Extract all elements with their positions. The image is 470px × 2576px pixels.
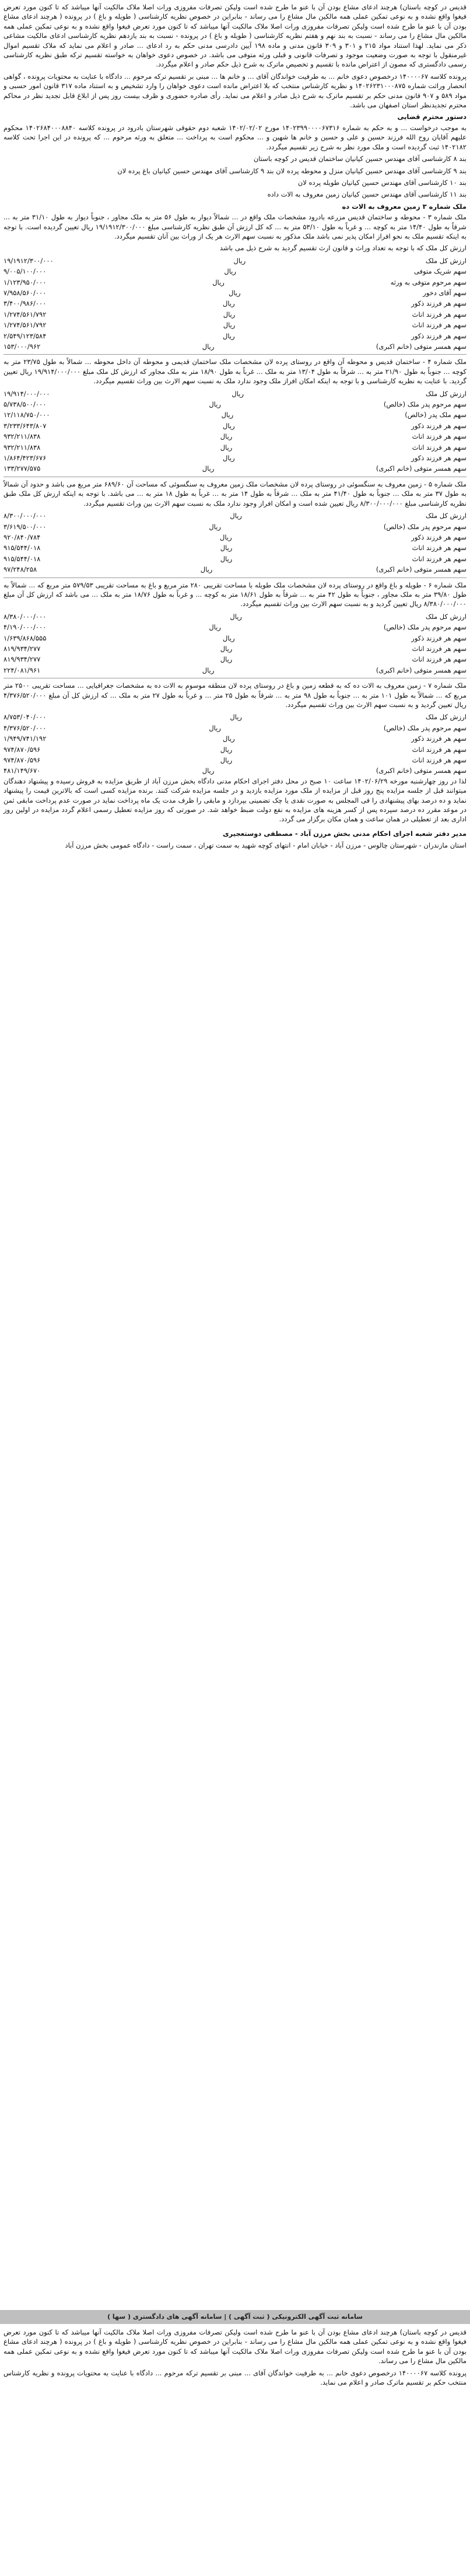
share-label: سهم هر فرزند اناث — [412, 321, 467, 330]
share-label: سهم هر فرزند اناث — [412, 432, 467, 441]
currency-unit: ریال — [220, 655, 233, 664]
share-row — [3, 399, 467, 410]
share-value: ۸/۳۸۰/۰۰۰/۰۰۰ — [3, 612, 47, 621]
share-label: سهم همسر متوفی (خانم اکبری) — [376, 565, 467, 574]
share-row — [3, 654, 467, 664]
share-row — [3, 744, 467, 755]
currency-unit: ریال — [223, 299, 235, 308]
property-description: ملک شماره ۳ - محوطه و ساختمان قدیس مزرعه بادرود مشخصات ملک واقع در ... شمالاً دیوار به طول ۵۶ متر به ملک مجاور ، جنوباً دیوار به طول ۳۱/۱۰ متر به ... شرقاً به طول ۱۴/۴۰ متر به کوچه ... و غرباً به طول ۵۳/۱۰ متر به ... که کل ارزش آن طبق نظریه کارشناسی مبلغ ۱۹/۱۹۱۲/۳۰۰/۰۰۰ ریال تعیین گردیده است. با توجه به اینکه تقسیم ملک به نحو افراز امکان پذیر نمی باشد ملک مذکور به نسبت سهم الارث هر یک از وراث بین آنان تقسیم میگردد. — [3, 213, 467, 240]
share-label: سهم مرحوم پدر ملک (خالص) — [383, 400, 467, 409]
share-row — [3, 453, 467, 463]
share-value: ۴۸۱/۱۴۹/۶۷۰ — [3, 766, 41, 775]
share-label: سهم هر فرزند اناث — [412, 644, 467, 653]
property-description: ملک شماره ۴ - ساختمان قدیس و محوطه آن واقع در روستای پرده لان مشخصات ملک ساختمان قدیمی و محوطه آن داخل محوطه ... شمالاً به طول ۲۳/۷۵ متر به کوچه ... جنوباً به طول ۲۱/۹۰ متر به ... شرقاً به طول ۱۳/۰۴ متر به ملک ... غرباً به طول ۱۸/۹۰ متر به ملک مجاور که ارزش کل ملک مبلغ ۱۹/۹۱۴/۰۰۰/۰۰۰ ریال تعیین گردید. با عنایت به نظریه کارشناسی و با توجه به اینکه امکان افراز ملک وجود ندارد ملک به نسبت سهم الارث بین وراث تقسیم میگردد. — [3, 358, 467, 386]
share-row — [3, 755, 467, 765]
share-table-2 — [3, 388, 467, 474]
share-label: سهم همسر متوفی (خانم اکبری) — [376, 766, 467, 775]
share-label: سهم هر فرزند اناث — [412, 310, 467, 318]
share-row — [3, 442, 467, 453]
currency-unit: ریال — [221, 411, 234, 419]
share-row — [3, 733, 467, 744]
property-description: ملک شماره ۶ - طویله و باغ واقع در روستای پرده لان مشخصات ملک طویله با مساحت تقریبی ۲۸۰ متر مربع و باغ به مساحت تقریبی ۵۷۹/۵۳ متر مربع که ... شمالاً به طول ۳۹/۸۰ متر به ملک مجاور ، جنوباً به طول ۴۲ متر به ... شرقاً به طول ۱۸/۶۱ متر به کوچه ... و غرباً به طول ۱۸/۷۶ متر به ملک ... می باشد که ارزش کل آن مبلغ ۸/۳۸۰/۰۰۰/۰۰۰ ریال تعیین گردید و به نسبت سهم الارث بین وراث تقسیم میگردد. — [3, 580, 467, 608]
share-row — [3, 309, 467, 320]
share-value: ۱۲/۱۱۸/۷۵۰/۰۰۰ — [3, 411, 50, 419]
address: استان مازندران - شهرستان چالوس - مرزن آباد - خیابان امام - انتهای کوچه شهید به سمت تهران ، سمت راست - دادگاه عمومی بخش مرزن آباد — [65, 841, 467, 850]
share-label: سهم هر فرزند ذکور — [411, 421, 467, 430]
share-value: ۸/۳۰۰/۰۰۰/۰۰۰ — [3, 512, 47, 520]
share-label: سهم مرحوم پدر ملک (خالص) — [383, 522, 467, 531]
currency-unit: ریال — [220, 432, 233, 441]
share-row — [3, 256, 467, 266]
share-value: ۷/۹۵۸/۵۶۰/۰۰۰ — [3, 288, 47, 297]
share-row — [3, 341, 467, 352]
share-value: ۱/۶۳۹/۸۶۸/۵۵۵ — [3, 634, 47, 642]
currency-unit: ریال — [223, 321, 236, 330]
currency-unit: ریال — [202, 766, 215, 775]
signature: مدیر دفتر شعبه اجرای احکام مدنی بخش مرزن آباد - مصطفی دوستعجیری — [223, 829, 467, 838]
currency-unit: ریال — [209, 623, 221, 632]
currency-unit: ریال — [209, 723, 221, 732]
list-item: ملک شماره ۳ زمین معروف به الات ده — [342, 202, 467, 211]
footer-repeat-column — [3, 2328, 467, 2389]
share-value: ۹۷۴/۸۷۰/۵۹۶ — [3, 756, 41, 765]
currency-unit: ریال — [220, 644, 233, 653]
share-value: ۸/۷۵۳/۰۴۰/۰۰۰ — [3, 713, 47, 722]
share-value: ۸۱۹/۹۳۴/۲۷۷ — [3, 655, 41, 664]
currency-unit: ریال — [233, 256, 246, 265]
share-label: سهم مرحوم پدر ملک (خالص) — [383, 723, 467, 732]
currency-unit: ریال — [230, 612, 242, 621]
currency-unit: ریال — [220, 533, 232, 541]
share-value: ۸۱۹/۹۳۴/۲۷۷ — [3, 644, 41, 653]
currency-unit: ریال — [224, 267, 236, 276]
list-item: بند ۸ کارشناسی آقای مهندس حسین کیانیان ساختمان قدیس در کوچه باستان — [253, 155, 467, 163]
currency-unit: ریال — [223, 310, 236, 318]
share-value: ۱/۲۷۴/۵۶۱/۷۹۲ — [3, 321, 47, 330]
share-table-1 — [3, 256, 467, 352]
share-value: ۲/۵۴۹/۱۲۳/۵۸۴ — [3, 331, 47, 340]
share-row — [3, 554, 467, 564]
share-row — [3, 277, 467, 288]
currency-unit: ریال — [202, 464, 215, 473]
ruling-paragraph-repeat: پرونده کلاسه ۱۴۰۰۰۰۶۷ درخصوص دعوی خانم ... به طرفیت خواندگان آقای ... مبنی بر تقسیم ترکه مرحوم ... دادگاه با عنایت به محتویات پرونده و نظریه کارشناس منتخب حکم بر تقسیم ماترک صادر و اعلام می نماید. — [3, 2368, 467, 2387]
share-value: ۹۳۲/۲۱۱/۸۳۸ — [3, 432, 41, 441]
share-value: ۳/۶۱۹/۵۰۰/۰۰۰ — [3, 522, 47, 531]
share-value: ۹۷/۲۴۸/۲۵۸ — [3, 565, 37, 574]
share-value: ۹۳۲/۲۱۱/۸۳۸ — [3, 443, 41, 452]
share-value: ۹۷۴/۸۷۰/۵۹۶ — [3, 745, 41, 754]
property-description: ملک شماره ۵ - زمین معروف به سنگسوئی در روستای پرده لان مشخصات ملک زمین معروف به سنگسوئی که مساحت آن ۶۸۹/۶۰ متر مربع می باشد و حدود آن شمالاً به طول ۳۷ متر به ملک ... جنوباً به طول ۴۱/۴۰ متر به ملک ... شرقاً به طول ۱۴ متر به ... غرباً به طول ۱۸ متر به ... می باشد. با توجه به اینکه ارزش کل ملک طبق نظریه کارشناسی مبلغ ۸/۳۰۰/۰۰۰/۰۰۰ ریال تعیین شده است و امکان افراز وجود ندارد ملک به نسبت سهم الارث بین وراث تقسیم میگردد. — [3, 480, 467, 508]
currency-unit: ریال — [212, 278, 225, 286]
share-label: سهم هر فرزند اناث — [412, 655, 467, 664]
currency-unit: ریال — [202, 342, 215, 351]
share-label: ارزش کل ملک — [425, 512, 467, 520]
share-label: ارزش کل ملک — [425, 256, 467, 265]
list-item: بند ۱۰ کارشناسی آقای مهندس حسین کیانیان طویله پرده لان — [297, 178, 467, 187]
share-label: سهم مرحوم پدر ملک (خالص) — [383, 623, 467, 632]
share-label: سهم ملک پدر (خالص) — [405, 411, 467, 419]
ruling-intro: قدیس در کوچه باستان) هرچند ادعای مشاع بودن آن با عنو ما طرح شده است ولیکن تصرفات مفروزی ورات اصلا ملاک مالکیت آنها میباشد که تا کنون مورد تعرض فیغوا واقع نشده و به نوعی تمکین عملی همه مالکین مال مشاع را می رساند - بنابراین در خصوص نظریه کارشناسی ( طویله و باغ ) در پرونده ( هرچند ادعای مشاع بودن آن با عنو ما طرح شده است ولیکن تصرفات مفروزی ورات اصلا ملاک مالکیت آنها میباشد که تا کنون مورد تعرض فیغوا واقع نشده و به نوعی تمکین عملی همه مالکین مال مشاع را می رساند - نسبت به بند نهم و هفتم نظریه کارشناسی ( طویله و باغ ) در پرونده - نسبت به بند یازدهم نظریه کارشناسی ادعای مالکیت مشاعی ذکر می نماید. لهذا استناد مواد ۲۱۵ و ۳۰۱ و ۳۰۹ قانون مدنی و ماده ۱۹۸ آیین دادرسی مدنی حکم به رد ادعای ... صادر و اعلام می نماید که ملاک تقسیم اموال غیرمنقول با توجه به صورت وضعیت موجود و تصرفات قانونی و قبلی ورثه متوفی می باشد. در خصوص دعوی خواهان به خواسته تقسیم ترکه طبق نظریه کارشناسی رسمی دادگستری که مصون از اعتراض مانده با تقسیم و تخصیص ماترک به شرح ذیل حکم صادر و اعلام میگردد. — [3, 3, 467, 69]
ruling-column — [3, 2, 467, 853]
share-value: ۵/۷۳۸/۵۰۰/۰۰۰ — [3, 400, 47, 409]
share-label: سهم هر فرزند اناث — [412, 544, 467, 552]
currency-unit: ریال — [200, 565, 213, 574]
currency-unit: ریال — [220, 443, 233, 452]
share-row — [3, 665, 467, 676]
share-value: ۴/۳۷۶/۵۲۰/۰۰۰ — [3, 723, 47, 732]
share-table-3 — [3, 510, 467, 575]
currency-unit: ریال — [223, 454, 235, 463]
currency-unit: ریال — [223, 331, 235, 340]
share-row — [3, 331, 467, 341]
auction-notice: لذا در روز چهارشنبه مورخه ۱۴۰۲/۰۶/۲۹ ساعت ۱۰ صبح در محل دفتر اجرای احکام مدنی دادگاه بخش مرزن آباد از طریق مزایده به فروش رسیده و پیشنهاد دهندگان میتوانند قبل از جلسه مزایده پنج روز قبل از مزایده از ملک مورد مزایده بازدید و در جلسه مزایده شرکت کنند. برنده مزایده کسی است که بالاترین قیمت را پیشنهاد نماید و ده درصد بهای پیشنهادی را فی المجلس به صورت نقدی یا چک تضمینی بپردازد و مابقی را ظرف مدت یک ماه پرداخت نماید در صورت عدم پرداخت مابقی ثمن در موعد مقرر ده درصد سپرده پس از کسر هزینه های مزایده به نفع دولت ضبط خواهد شد. در صورتی که روز مزایده تعطیل رسمی اعلام گردد مزایده در اولین روز اداری بعد از تعطیلی در همان ساعت و همان مکان برگزار می گردد. — [3, 776, 467, 824]
share-row — [3, 712, 467, 722]
share-value: ۲۲۴/۰۸۱/۹۶۱ — [3, 666, 41, 674]
share-label: سهم هر فرزند ذکور — [411, 634, 467, 642]
share-row — [3, 723, 467, 733]
share-value: ۱/۸۶۴/۴۲۳/۶۷۶ — [3, 454, 47, 463]
ruling-paragraph: به موجب درخواست ... و به حکم به شماره ۱۴۰۲۳۹۹۰۰۰۰۶۷۳۱۶ مورخ ۱۴۰۲/۰۲/۰۲ شعبه دوم حقوقی شهرستان بادرود در پرونده کلاسه ۱۴۰۲۶۸۴۰۰۰۸۸۴۰ محکوم علیهم آقایان روح الله فرزند حسین و علی و حسین و خانم ها شهین و ... محکوم است به پرداخت ... متعلق به ورثه مرحوم ... که پرونده در این اجرا تحت کلاسه ۱۴۰۲۱۸۲ ثبت گردیده است و ملک مورد نظر به شرح زیر تقسیم میگردد. — [3, 123, 467, 151]
currency-unit: ریال — [232, 389, 244, 398]
share-row — [3, 288, 467, 298]
share-value: ۱/۲۷۴/۵۶۱/۷۹۲ — [3, 310, 47, 318]
share-value: ۹/۰۰۵/۱۰۰/۰۰۰ — [3, 267, 47, 276]
share-row — [3, 463, 467, 474]
share-label: سهم مرحوم متوفی به ورثه — [390, 278, 467, 286]
ruling-intro-repeat: قدیس در کوچه باستان) هرچند ادعای مشاع بودن آن با عنو ما طرح شده است ولیکن تصرفات مفروزی ورات اصلا ملاک مالکیت آنها میباشد که تا کنون مورد تعرض فیغوا واقع نشده و به نوعی تمکین عملی همه مالکین مال مشاع را می رساند - بنابراین در خصوص نظریه کارشناسی ( طویله و باغ ) در پرونده ( هرچند ادعای مشاع بودن آن با عنو ما طرح شده است ولیکن تصرفات مفروزی ورات اصلا ملاک مالکیت آنها میباشد که تا کنون مورد تعرض فیغوا واقع نشده و به نوعی تمکین عملی همه مالکین مال مشاع را می رساند. — [3, 2328, 467, 2365]
share-value: ۹۱۵/۵۴۴/۰۱۸ — [3, 554, 41, 563]
share-row — [3, 542, 467, 553]
currency-unit: ریال — [220, 544, 233, 552]
currency-unit: ریال — [220, 554, 233, 563]
share-row — [3, 431, 467, 442]
share-label: ارزش کل ملک — [425, 389, 467, 398]
share-row — [3, 622, 467, 632]
share-label: سهم هر فرزند اناث — [412, 756, 467, 765]
share-row — [3, 421, 467, 431]
share-row — [3, 298, 467, 309]
currency-unit: ریال — [223, 734, 235, 743]
share-label: سهم هر فرزند ذکور — [411, 734, 467, 743]
share-row — [3, 564, 467, 575]
share-row — [3, 765, 467, 776]
currency-unit: ریال — [230, 512, 242, 520]
share-value: ۴/۱۹۰/۰۰۰/۰۰۰ — [3, 623, 47, 632]
share-row — [3, 633, 467, 643]
share-row — [3, 532, 467, 542]
share-label: سهم هر فرزند ذکور — [411, 533, 467, 541]
share-value: ۱۹/۱۹۱۲/۳۰۰/۰۰۰ — [3, 256, 54, 265]
share-label: سهم همسر متوفی (خانم اکبری) — [376, 666, 467, 674]
currency-unit: ریال — [202, 666, 215, 674]
currency-unit: ریال — [209, 400, 221, 409]
share-value: ۱/۱۲۳/۹۵۰/۰۰۰ — [3, 278, 47, 286]
share-row — [3, 410, 467, 420]
share-label: سهم همسر متوفی (خانم اکبری) — [376, 342, 467, 351]
currency-unit: ریال — [223, 634, 235, 642]
share-label: سهم هر فرزند ذکور — [411, 331, 467, 340]
share-value: ۹۲۰/۸۴۰/۷۸۴ — [3, 533, 41, 541]
share-label: سهم هر فرزند ذکور — [411, 454, 467, 463]
share-label: سهم آقای دخور — [423, 288, 467, 297]
share-value: ۱۹/۹۱۴/۰۰۰/۰۰۰ — [3, 389, 50, 398]
share-row — [3, 643, 467, 654]
share-label: ارزش کل ملک — [425, 612, 467, 621]
share-value: ۱۳۳/۲۷۷/۵۷۵ — [3, 464, 41, 473]
share-value: ۹۱۵/۵۴۴/۰۱۸ — [3, 544, 41, 552]
share-value: ۳/۴۰۰/۹۸۶/۰۰۰ — [3, 299, 47, 308]
share-label: سهم هر فرزند ذکور — [411, 299, 467, 308]
share-row — [3, 266, 467, 276]
share-label: سهم هر فرزند اناث — [412, 554, 467, 563]
share-table-4 — [3, 611, 467, 676]
currency-unit: ریال — [209, 522, 221, 531]
divider — [3, 354, 467, 355]
currency-unit: ریال — [223, 421, 235, 430]
section-heading: دستور محترم قضایی — [397, 113, 467, 121]
currency-unit: ریال — [228, 288, 241, 297]
share-row — [3, 522, 467, 532]
share-row — [3, 510, 467, 521]
footer-banner: سامانه ثبت آگهی الکترونیکی ( ثبت آگهی ) | سامانه آگهی های دادگستری ( سها ) — [0, 2310, 470, 2324]
inheritance-intro: ارزش کل ملک که با توجه به تعداد وراث و قانون ارث تقسیم گردید به شرح ذیل می باشد — [219, 244, 467, 253]
share-label: سهم هر فرزند اناث — [412, 745, 467, 754]
currency-unit: ریال — [220, 756, 233, 765]
ruling-paragraph: پرونده کلاسه ۱۴۰۰۰۰۶۷ درخصوص دعوی خانم ... به طرفیت خواندگان آقای ... و خانم ها ... مبنی بر تقسیم ترکه مرحوم ... دادگاه با عنایت به محتویات پرونده ، گواهی انحصار وراثت شماره ۱۴۰۲۶۲۳۱۰۰۰۸۷۵ و نظریه کارشناس منتخب که بلا اعتراض مانده است دعوی خواهان را وارد تشخیص و به استناد ماده ۳۱۷ قانون امور حسبی و مواد ۵۸۹ و ۹۰۷ قانون مدنی حکم بر تقسیم ماترک به شرح ذیل صادر و اعلام می نماید. رأی صادره حضوری و ظرف بیست روز پس از ابلاغ قابل تجدید نظر در محاکم محترم تجدیدنظر استان اصفهان می باشد. — [3, 72, 467, 110]
share-value: ۳/۲۳۳/۶۴۳/۸۰۷ — [3, 421, 47, 430]
share-value: ۱/۹۴۹/۷۴۱/۱۹۲ — [3, 734, 47, 743]
share-label: سهم شریک متوفی — [413, 267, 467, 276]
share-label: ارزش کل ملک — [425, 713, 467, 722]
share-label: سهم هر فرزند اناث — [412, 443, 467, 452]
property-description: ملک شماره ۷ - زمین معروف به الات ده که به قطعه زمین و باغ در روستای پرده لان منطقه موسوم به الات ده به مشخصات جغرافیایی ... مساحت تقریبی ۲۵۰۰ متر مربع که ... شمالاً به طول ۱۰۱ متر به ... جنوباً به طول ۹۸ متر به ... شرقاً به طول ۲۵ متر ... و غرباً به طول ۲۷ متر به ملک ... که ارزش کل آن مبلغ ۴/۳۷۶/۵۲۰/۰۰۰ ریال تعیین گردید و به نسبت سهم الارث بین وراث تقسیم میگردد. — [3, 681, 467, 709]
currency-unit: ریال — [220, 745, 233, 754]
share-table-5 — [3, 712, 467, 776]
list-item: بند ۹ کارشناسی آقای مهندس حسین کیانیان منزل و محوطه پرده لان بند ۹ کارشناسی آقای مهندس حسین کیانیان باغ پرده لان — [117, 166, 467, 175]
list-item: بند ۱۱ کارشناسی آقای مهندس حسین کیانیان زمین معروف به الات داده — [267, 190, 467, 199]
share-row — [3, 388, 467, 399]
currency-unit: ریال — [230, 713, 242, 722]
share-value: ۱۵۳/۰۰۰/۹۶۲ — [3, 342, 41, 351]
share-row — [3, 320, 467, 330]
share-row — [3, 611, 467, 622]
share-label: سهم همسر متوفی (خانم اکبری) — [376, 464, 467, 473]
